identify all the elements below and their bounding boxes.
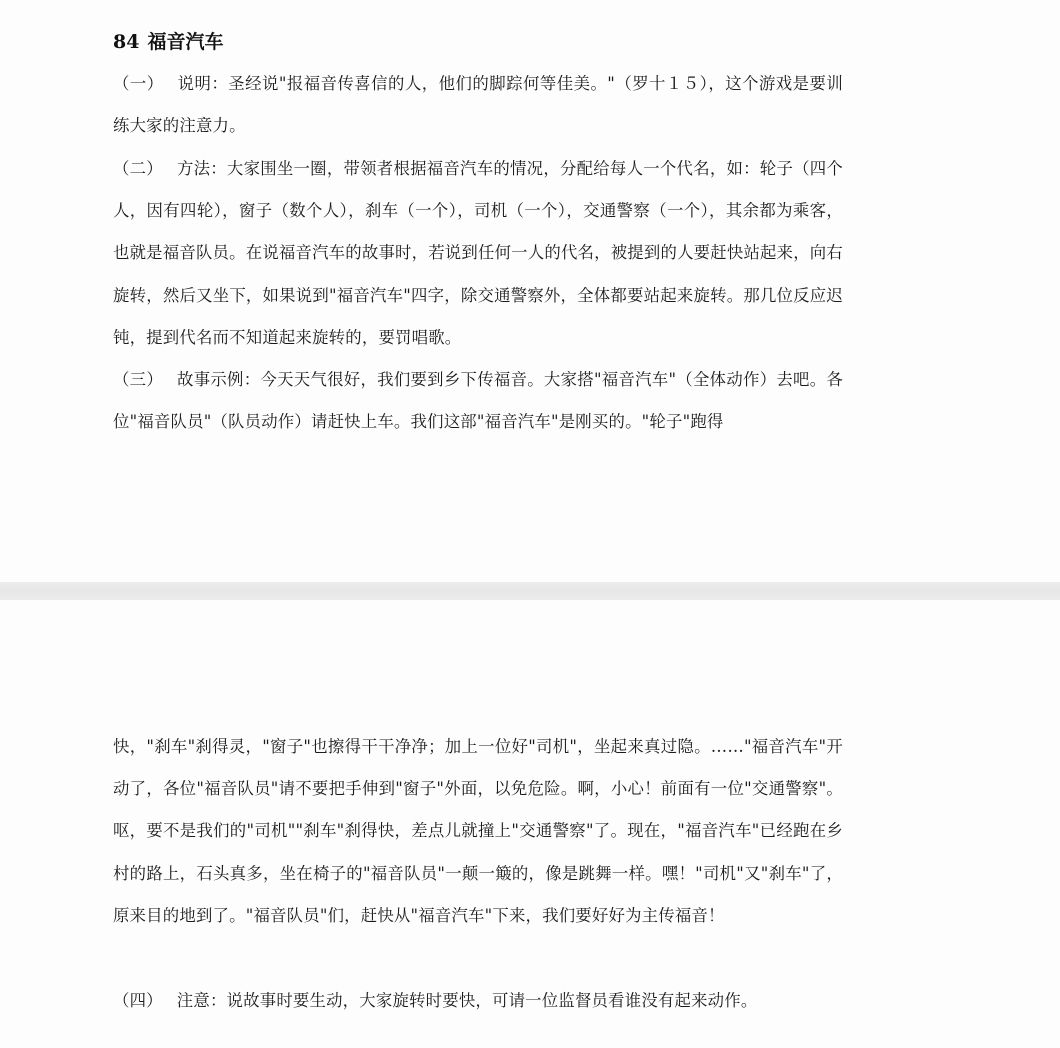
section-text: 方法：大家围坐一圈，带领者根据福音汽车的情况，分配给每人一个代名，如：轮子（四个人，因有四轮），窗子（数个人），刹车（一个），司机（一个），交通警察（一个），其余都为乘客，也就是福音队员。在说福音汽车的故事时，若说到任何一人的代名，被提到的人要赶快站起来，向右旋转，然后又坐下，如果说到"福音汽车"四字，除交通警察外，全体都要站起来旋转。那几位反应迟钝，提到代名而不知道起来旋转的，要罚唱歌。 [113, 159, 843, 347]
section-label: （三） [113, 370, 164, 389]
paragraph [113, 63, 843, 147]
section-label: （二） [113, 159, 163, 178]
section-text: 快，"刹车"刹得灵，"窗子"也擦得干干净净；加上一位好"司机"，坐起来真过隐。……"福音汽车"开动了，各位"福音队员"请不要把手伸到"窗子"外面，以免危险。啊，小心！前面有一位"交通警察"。呕，要不是我们的"司机""刹车"刹得快，差点儿就撞上"交通警察"了。现在，"福音汽车"已经跑在乡村的路上，石头真多，坐在椅子的"福音队员"一颠一簸的，像是跳舞一样。嘿！"司机"又"刹车"了，原来目的地到了。"福音队员"们，赶快从"福音汽车"下来，我们要好好为主传福音！ [113, 737, 843, 925]
section-text: 故事示例：今天天气很好，我们要到乡下传福音。大家搭"福音汽车"（全体动作）去吧。各位"福音队员"（队员动作）请赶快上车。我们这部"福音汽车"是刚买的。"轮子"跑得 [113, 370, 843, 432]
section-method [113, 148, 843, 359]
paragraph [113, 726, 843, 937]
paragraph [113, 148, 843, 359]
section-explanation [113, 63, 843, 147]
game-title: 福音汽车 [147, 31, 224, 53]
document-page-2 [0, 600, 1060, 1048]
page-separator [0, 582, 1060, 600]
section-text: 说明：圣经说"报福音传喜信的人，他们的脚踪何等佳美。"（罗十１５），这个游戏是要训练大家的注意力。 [113, 74, 843, 136]
game-number: 84 [113, 31, 140, 53]
section-label: （四） [113, 991, 163, 1010]
section-notes [113, 980, 843, 1022]
document-title [113, 26, 223, 58]
section-story-example-start [113, 359, 843, 443]
section-text: 注意：说故事时要生动，大家旋转时要快，可请一位监督员看谁没有起来动作。 [176, 991, 758, 1010]
paragraph [113, 980, 843, 1022]
paragraph [113, 359, 843, 443]
section-story-example-continued [113, 726, 843, 937]
section-label: （一） [113, 74, 164, 93]
